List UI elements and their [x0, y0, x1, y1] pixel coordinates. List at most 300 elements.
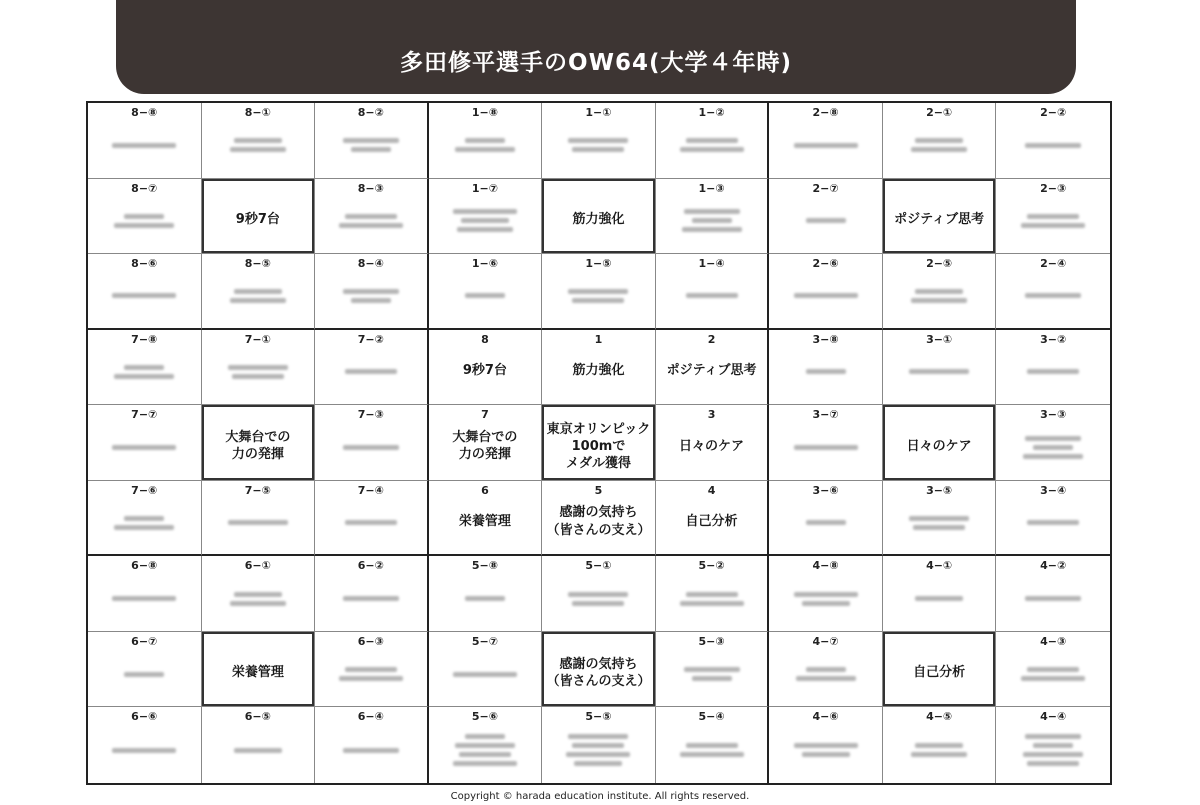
redacted-text — [796, 667, 856, 681]
action-item-cell — [996, 254, 1110, 330]
redacted-text — [794, 592, 858, 606]
redacted-text — [911, 138, 967, 152]
cell-number-label: 4−⑦ — [812, 634, 839, 648]
redacted-text — [230, 138, 286, 152]
redacted-text — [114, 214, 174, 228]
redacted-line — [343, 748, 399, 753]
redacted-line — [692, 676, 732, 681]
cell-number-label: 6−④ — [357, 710, 384, 724]
action-item-cell — [883, 254, 997, 330]
action-item-cell — [429, 632, 543, 708]
cell-number-label: 4−⑥ — [812, 710, 839, 724]
redacted-line — [1027, 214, 1079, 219]
cell-number-label: 1−④ — [698, 257, 725, 271]
cell-number-label: 4−③ — [1040, 634, 1067, 648]
redacted-line — [455, 743, 515, 748]
redacted-line — [1025, 734, 1081, 739]
action-item-cell — [769, 707, 883, 783]
cell-number-label: 6−③ — [357, 634, 384, 648]
redacted-line — [806, 667, 846, 672]
cell-text: 自己分析 — [685, 513, 738, 529]
redacted-line — [684, 667, 740, 672]
redacted-text — [343, 748, 399, 753]
action-item-cell — [769, 179, 883, 255]
redacted-text — [345, 520, 397, 525]
cell-number-label: 6 — [481, 483, 489, 497]
action-item-cell — [88, 707, 202, 783]
cell-number-label: 7−⑤ — [244, 483, 271, 497]
redacted-text — [1023, 436, 1083, 459]
action-item-cell — [883, 556, 997, 632]
redacted-line — [1033, 445, 1073, 450]
action-item-cell — [315, 405, 429, 481]
redacted-line — [351, 298, 391, 303]
cell-number-label: 1−⑥ — [471, 257, 499, 271]
center-theme-cell — [542, 330, 656, 406]
redacted-line — [806, 218, 846, 223]
cell-number-label: 3−⑥ — [812, 483, 839, 497]
redacted-line — [1025, 596, 1081, 601]
cell-number-label: 2−⑧ — [812, 106, 839, 119]
theme-cell — [542, 632, 656, 708]
redacted-text — [911, 743, 967, 757]
redacted-line — [453, 672, 517, 677]
redacted-line — [911, 298, 967, 303]
redacted-line — [686, 743, 738, 748]
redacted-line — [796, 676, 856, 681]
redacted-line — [230, 601, 286, 606]
cell-number-label: 2−④ — [1040, 257, 1067, 271]
mandala-chart-grid — [86, 101, 1112, 785]
cell-number-label: 4 — [707, 483, 716, 497]
center-theme-cell — [429, 330, 543, 406]
cell-number-label: 8−③ — [357, 181, 384, 195]
cell-number-label: 8 — [481, 332, 489, 346]
cell-number-label: 3−① — [926, 332, 953, 346]
redacted-line — [572, 743, 624, 748]
redacted-text — [794, 743, 858, 757]
redacted-line — [1025, 436, 1081, 441]
redacted-line — [1027, 667, 1079, 672]
cell-number-label: 4−⑤ — [926, 710, 953, 724]
redacted-line — [1033, 743, 1073, 748]
cell-number-label: 5−⑦ — [471, 634, 499, 648]
redacted-line — [1025, 293, 1081, 298]
action-item-cell — [883, 330, 997, 406]
redacted-line — [1023, 752, 1083, 757]
redacted-line — [684, 209, 740, 214]
cell-number-label: 8−⑤ — [244, 257, 271, 271]
cell-number-label: 5−② — [698, 559, 725, 573]
redacted-line — [794, 592, 858, 597]
redacted-line — [124, 516, 164, 521]
cell-number-label: 6−⑦ — [131, 634, 158, 648]
redacted-text — [568, 592, 628, 606]
cell-number-label: 7−⑥ — [131, 483, 158, 497]
redacted-text — [684, 667, 740, 681]
cell-number-label: 8−⑥ — [131, 257, 158, 271]
redacted-line — [345, 667, 397, 672]
redacted-line — [568, 734, 628, 739]
action-item-cell — [315, 103, 429, 179]
center-theme-cell — [429, 405, 543, 481]
action-item-cell — [769, 481, 883, 557]
cell-number-label: 6−① — [244, 559, 271, 573]
redacted-line — [112, 293, 176, 298]
cell-number-label: 5−⑥ — [471, 710, 499, 724]
action-item-cell — [769, 103, 883, 179]
center-theme-cell — [656, 481, 770, 557]
action-item-cell — [769, 330, 883, 406]
redacted-line — [232, 374, 284, 379]
redacted-text — [455, 138, 515, 152]
action-item-cell — [315, 556, 429, 632]
redacted-line — [343, 138, 399, 143]
cell-number-label: 1 — [594, 332, 603, 346]
action-item-cell — [315, 707, 429, 783]
redacted-text — [339, 667, 403, 681]
action-item-cell — [429, 103, 543, 179]
action-item-cell — [88, 632, 202, 708]
action-item-cell — [996, 632, 1110, 708]
cell-number-label: 7−⑦ — [131, 408, 158, 422]
redacted-line — [794, 743, 858, 748]
title-banner — [116, 0, 1076, 94]
cell-number-label: 3−② — [1040, 332, 1067, 346]
action-item-cell — [315, 632, 429, 708]
redacted-text — [568, 138, 628, 152]
action-item-cell — [656, 103, 770, 179]
redacted-line — [574, 761, 622, 766]
redacted-text — [1023, 734, 1083, 766]
action-item-cell — [656, 556, 770, 632]
redacted-text — [1025, 596, 1081, 601]
redacted-line — [345, 369, 397, 374]
redacted-text — [112, 748, 176, 753]
action-item-cell — [429, 707, 543, 783]
redacted-text — [465, 596, 505, 601]
redacted-line — [114, 374, 174, 379]
redacted-text — [806, 520, 846, 525]
redacted-text — [1025, 293, 1081, 298]
redacted-line — [230, 147, 286, 152]
redacted-line — [234, 289, 282, 294]
redacted-text — [1021, 214, 1085, 228]
action-item-cell — [996, 330, 1110, 406]
action-item-cell — [996, 103, 1110, 179]
cell-number-label: 5−③ — [698, 634, 725, 648]
goal-cell — [542, 405, 656, 481]
cell-text: 大舞台での 力の発揮 — [225, 429, 291, 463]
redacted-line — [453, 209, 517, 214]
redacted-text — [453, 734, 517, 766]
redacted-line — [461, 218, 509, 223]
redacted-text — [680, 592, 744, 606]
cell-text: 栄養管理 — [231, 665, 284, 681]
cell-text: 栄養管理 — [458, 513, 511, 529]
redacted-line — [114, 525, 174, 530]
cell-number-label: 2−⑥ — [812, 257, 839, 271]
theme-cell — [202, 179, 316, 255]
action-item-cell — [88, 481, 202, 557]
cell-number-label: 7−④ — [357, 483, 384, 497]
cell-number-label: 8−⑦ — [131, 181, 158, 195]
action-item-cell — [996, 405, 1110, 481]
redacted-line — [1027, 369, 1079, 374]
action-item-cell — [315, 254, 429, 330]
action-item-cell — [429, 556, 543, 632]
redacted-text — [124, 672, 164, 677]
redacted-line — [909, 516, 969, 521]
redacted-line — [351, 147, 391, 152]
cell-number-label: 1−① — [585, 106, 612, 119]
cell-text: ポジティブ思考 — [666, 363, 757, 379]
cell-number-label: 3−⑦ — [812, 408, 839, 422]
redacted-text — [794, 293, 858, 298]
redacted-line — [339, 223, 403, 228]
action-item-cell — [542, 103, 656, 179]
action-item-cell — [542, 556, 656, 632]
redacted-text — [794, 143, 858, 148]
redacted-line — [911, 147, 967, 152]
action-item-cell — [202, 481, 316, 557]
theme-cell — [883, 179, 997, 255]
redacted-line — [1027, 520, 1079, 525]
redacted-line — [234, 748, 282, 753]
cell-number-label: 4−④ — [1040, 710, 1067, 724]
cell-number-label: 3 — [707, 408, 716, 422]
cell-text: 日々のケア — [679, 438, 745, 454]
redacted-line — [913, 525, 965, 530]
theme-cell — [542, 179, 656, 255]
action-item-cell — [88, 254, 202, 330]
page-title: 多田修平選手のOW64(大学４年時) — [400, 50, 792, 76]
redacted-line — [915, 596, 963, 601]
redacted-line — [234, 592, 282, 597]
redacted-line — [568, 138, 628, 143]
cell-number-label: 4−② — [1040, 559, 1067, 573]
action-item-cell — [996, 556, 1110, 632]
center-theme-cell — [656, 405, 770, 481]
cell-number-label: 6−⑤ — [244, 710, 271, 724]
redacted-line — [343, 596, 399, 601]
cell-number-label: 1−⑤ — [585, 257, 612, 271]
cell-number-label: 3−⑧ — [812, 332, 839, 346]
redacted-text — [1021, 667, 1085, 681]
redacted-text — [343, 445, 399, 450]
theme-cell — [883, 405, 997, 481]
cell-number-label: 2−① — [926, 106, 953, 119]
cell-number-label: 7−③ — [357, 408, 384, 422]
redacted-line — [124, 365, 164, 370]
cell-number-label: 2−⑦ — [812, 181, 839, 195]
redacted-line — [343, 445, 399, 450]
cell-number-label: 2−② — [1040, 106, 1067, 119]
redacted-line — [572, 147, 624, 152]
redacted-text — [453, 672, 517, 677]
redacted-line — [680, 147, 744, 152]
cell-number-label: 7−② — [357, 332, 384, 346]
cell-number-label: 6−⑧ — [131, 559, 158, 573]
redacted-text — [682, 209, 742, 232]
redacted-text — [343, 596, 399, 601]
redacted-line — [453, 761, 517, 766]
redacted-line — [568, 592, 628, 597]
cell-number-label: 4−① — [926, 559, 953, 573]
redacted-line — [806, 520, 846, 525]
redacted-text — [465, 293, 505, 298]
theme-cell — [883, 632, 997, 708]
redacted-line — [909, 369, 969, 374]
redacted-text — [343, 138, 399, 152]
redacted-text — [343, 289, 399, 303]
cell-number-label: 5−④ — [698, 710, 725, 724]
redacted-line — [112, 596, 176, 601]
redacted-line — [455, 147, 515, 152]
redacted-line — [915, 138, 963, 143]
cell-number-label: 7 — [481, 408, 489, 422]
redacted-line — [339, 676, 403, 681]
cell-text: ポジティブ思考 — [894, 212, 985, 228]
redacted-line — [124, 214, 164, 219]
action-item-cell — [202, 254, 316, 330]
copyright-notice: Copyright © harada education institute. All rights reserved. — [450, 791, 750, 802]
action-item-cell — [88, 103, 202, 179]
redacted-text — [230, 289, 286, 303]
redacted-line — [457, 227, 513, 232]
cell-number-label: 2 — [707, 332, 716, 346]
cell-number-label: 2−⑤ — [926, 257, 953, 271]
redacted-line — [1021, 223, 1085, 228]
cell-number-label: 7−⑧ — [131, 332, 158, 346]
cell-number-label: 1−② — [698, 106, 725, 119]
redacted-text — [453, 209, 517, 232]
redacted-line — [114, 223, 174, 228]
action-item-cell — [315, 330, 429, 406]
cell-number-label: 1−⑧ — [471, 106, 499, 119]
cell-number-label: 5−① — [585, 559, 612, 573]
redacted-text — [1027, 520, 1079, 525]
redacted-line — [228, 520, 288, 525]
redacted-text — [112, 143, 176, 148]
redacted-text — [228, 520, 288, 525]
redacted-line — [794, 445, 858, 450]
action-item-cell — [656, 707, 770, 783]
cell-number-label: 5−⑤ — [585, 710, 612, 724]
cell-text: 自己分析 — [913, 665, 966, 681]
cell-number-label: 8−② — [357, 106, 384, 119]
redacted-line — [794, 293, 858, 298]
cell-number-label: 5−⑧ — [471, 559, 499, 573]
cell-number-label: 3−③ — [1040, 408, 1067, 422]
cell-text: 筋力強化 — [572, 363, 625, 379]
redacted-text — [112, 596, 176, 601]
cell-number-label: 6−⑥ — [131, 710, 158, 724]
cell-text: 9秒7台 — [462, 363, 507, 379]
redacted-line — [343, 289, 399, 294]
redacted-line — [228, 365, 288, 370]
action-item-cell — [88, 179, 202, 255]
redacted-text — [234, 748, 282, 753]
action-item-cell — [202, 556, 316, 632]
action-item-cell — [202, 103, 316, 179]
redacted-text — [911, 289, 967, 303]
cell-text: 日々のケア — [906, 438, 972, 454]
redacted-text — [339, 214, 403, 228]
action-item-cell — [315, 179, 429, 255]
redacted-line — [572, 601, 624, 606]
redacted-line — [794, 143, 858, 148]
action-item-cell — [88, 405, 202, 481]
redacted-line — [1021, 676, 1085, 681]
cell-number-label: 7−① — [244, 332, 271, 346]
action-item-cell — [656, 254, 770, 330]
cell-text: 筋力強化 — [572, 212, 625, 228]
redacted-text — [680, 138, 744, 152]
redacted-line — [692, 218, 732, 223]
redacted-line — [686, 592, 738, 597]
action-item-cell — [656, 632, 770, 708]
action-item-cell — [769, 254, 883, 330]
cell-number-label: 6−② — [357, 559, 384, 573]
cell-number-label: 8−⑧ — [131, 106, 158, 119]
cell-text: 感謝の気持ち （皆さんの支え） — [546, 505, 651, 538]
redacted-line — [802, 601, 850, 606]
redacted-line — [806, 369, 846, 374]
cell-text: 感謝の気持ち （皆さんの支え） — [546, 656, 651, 690]
redacted-line — [686, 138, 738, 143]
redacted-line — [1027, 761, 1079, 766]
redacted-text — [345, 369, 397, 374]
redacted-text — [806, 369, 846, 374]
cell-number-label: 8−① — [244, 106, 271, 119]
redacted-line — [465, 293, 505, 298]
action-item-cell — [315, 481, 429, 557]
action-item-cell — [769, 632, 883, 708]
redacted-text — [1025, 143, 1081, 148]
cell-number-label: 4−⑧ — [812, 559, 839, 573]
action-item-cell — [883, 707, 997, 783]
redacted-line — [680, 601, 744, 606]
cell-text: 東京オリンピック 100mで メダル獲得 — [546, 422, 651, 471]
redacted-text — [909, 516, 969, 530]
center-theme-cell — [429, 481, 543, 557]
action-item-cell — [883, 481, 997, 557]
redacted-text — [806, 218, 846, 223]
action-item-cell — [542, 707, 656, 783]
action-item-cell — [202, 707, 316, 783]
redacted-line — [234, 138, 282, 143]
redacted-line — [112, 445, 176, 450]
redacted-text — [794, 445, 858, 450]
redacted-line — [465, 734, 505, 739]
redacted-text — [915, 596, 963, 601]
action-item-cell — [996, 707, 1110, 783]
redacted-text — [228, 365, 288, 379]
redacted-line — [112, 143, 176, 148]
redacted-text — [230, 592, 286, 606]
action-item-cell — [996, 179, 1110, 255]
redacted-text — [909, 369, 969, 374]
redacted-text — [566, 734, 630, 766]
center-theme-cell — [656, 330, 770, 406]
action-item-cell — [88, 330, 202, 406]
redacted-line — [572, 298, 624, 303]
cell-number-label: 2−③ — [1040, 181, 1067, 195]
redacted-line — [459, 752, 511, 757]
redacted-line — [802, 752, 850, 757]
redacted-line — [345, 214, 397, 219]
